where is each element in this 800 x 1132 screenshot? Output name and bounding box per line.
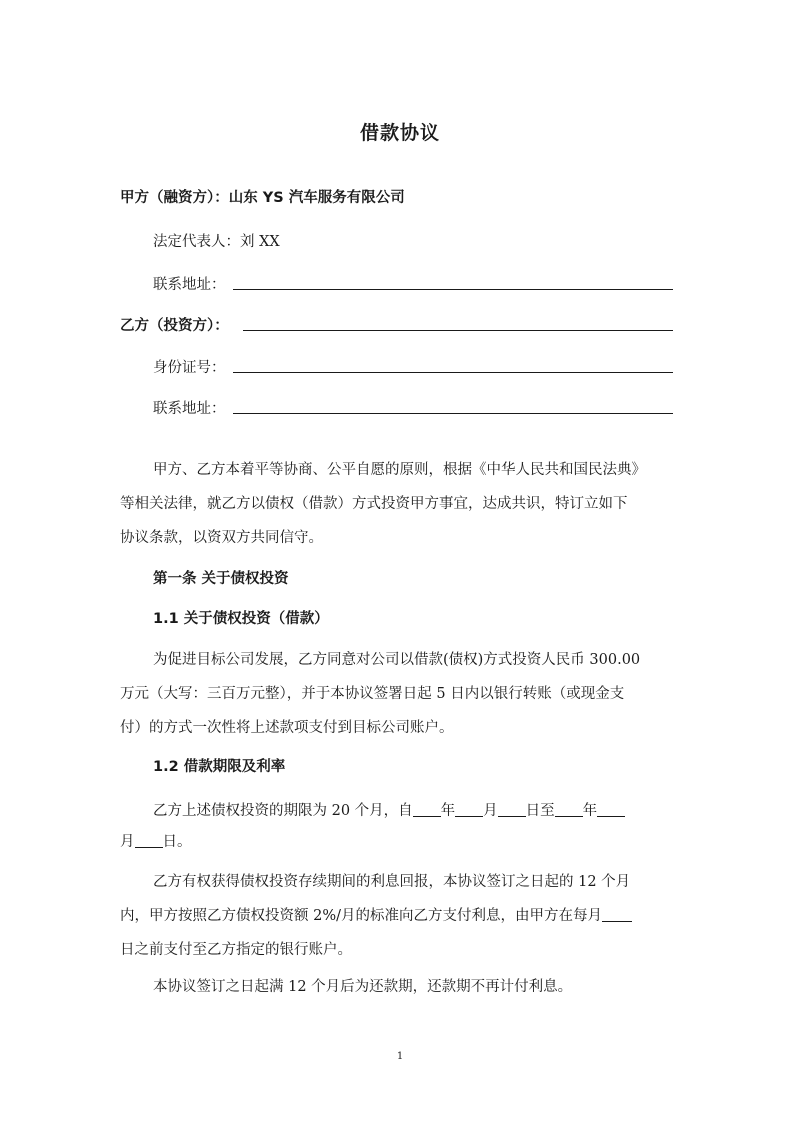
term-line-2 [120, 830, 192, 851]
party-a-label: 甲方（融资方）： [120, 190, 229, 206]
section-1-1-line: 万元（大写：三百万元整），并于本协议签署日起 5 日内以银行转账（或现金支 [120, 686, 625, 702]
section-1-2-heading: 1.2 借款期限及利率 [153, 759, 286, 775]
term-line-1 [153, 799, 625, 820]
term-end-year-label: 年 [582, 803, 598, 819]
party-b-label: 乙方（投资方）： [120, 318, 229, 334]
term-end-month-label: 月 [120, 834, 135, 850]
term-year-label: 年 [440, 803, 456, 819]
preamble-line: 协议条款，以资双方共同信守。 [120, 530, 323, 546]
repayment-paragraph: 本协议签订之日起满 12 个月后为还款期，还款期不再计付利息。 [153, 979, 573, 995]
party-a-name: 山东 YS 汽车服务有限公司 [228, 190, 405, 206]
id-number-label: 身份证号： [153, 360, 226, 376]
party-b-address-blank[interactable] [233, 413, 673, 414]
party-b-name-blank[interactable] [243, 330, 673, 331]
term-end-day-label: 日。 [162, 834, 192, 850]
interest-line: 乙方有权获得债权投资存续期间的利息回报，本协议签订之日起的 12 个月 [153, 874, 631, 890]
payment-day-blank[interactable] [602, 907, 632, 922]
interest-paragraph [120, 872, 680, 974]
term-month-label: 月 [483, 803, 498, 819]
legal-rep-label: 法定代表人： [153, 234, 240, 250]
term-start-day-blank[interactable] [498, 802, 526, 817]
section-1-1-line: 付）的方式一次性将上述款项支付到目标公司账户。 [120, 720, 454, 736]
preamble-line: 甲方、乙方本着平等协商、公平自愿的原则，根据《中华人民共和国民法典》 [153, 462, 646, 478]
page-number: 1 [396, 1051, 404, 1062]
party-a-address-label: 联系地址： [153, 277, 226, 293]
preamble-line: 等相关法律，就乙方以债权（借款）方式投资甲方事宜，达成共识，特订立如下 [120, 496, 628, 512]
interest-line-text: 内，甲方按照乙方债权投资额 2%/月的标准向乙方支付利息，由甲方在每月 [120, 908, 602, 924]
party-a-line [120, 186, 405, 207]
preamble-paragraph [120, 460, 680, 562]
term-end-month-blank[interactable] [597, 802, 625, 817]
legal-rep-value: 刘 XX [240, 234, 280, 250]
id-number-blank[interactable] [233, 372, 673, 373]
section-1-1-paragraph [120, 650, 680, 752]
term-end-day-blank[interactable] [135, 833, 163, 848]
term-start-year-blank[interactable] [413, 802, 441, 817]
term-start-month-blank[interactable] [455, 802, 483, 817]
section-1-1-line: 为促进目标公司发展，乙方同意对公司以借款(债权)方式投资人民币 300.00 [153, 652, 641, 668]
term-prefix: 乙方上述债权投资的期限为 20 个月，自 [153, 803, 413, 819]
section-1-1-heading: 1.1 关于债权投资（借款） [153, 611, 329, 627]
article-1-heading: 第一条 关于债权投资 [153, 571, 289, 587]
party-a-address-blank[interactable] [233, 289, 673, 290]
term-day-to-label: 日至 [525, 803, 555, 819]
interest-line: 日之前支付至乙方指定的银行账户。 [120, 942, 352, 958]
party-b-address-label: 联系地址： [153, 401, 226, 417]
legal-rep-line [153, 230, 280, 251]
interest-line [120, 906, 680, 940]
term-end-year-blank[interactable] [555, 802, 583, 817]
document-title: 借款协议 [359, 122, 440, 144]
